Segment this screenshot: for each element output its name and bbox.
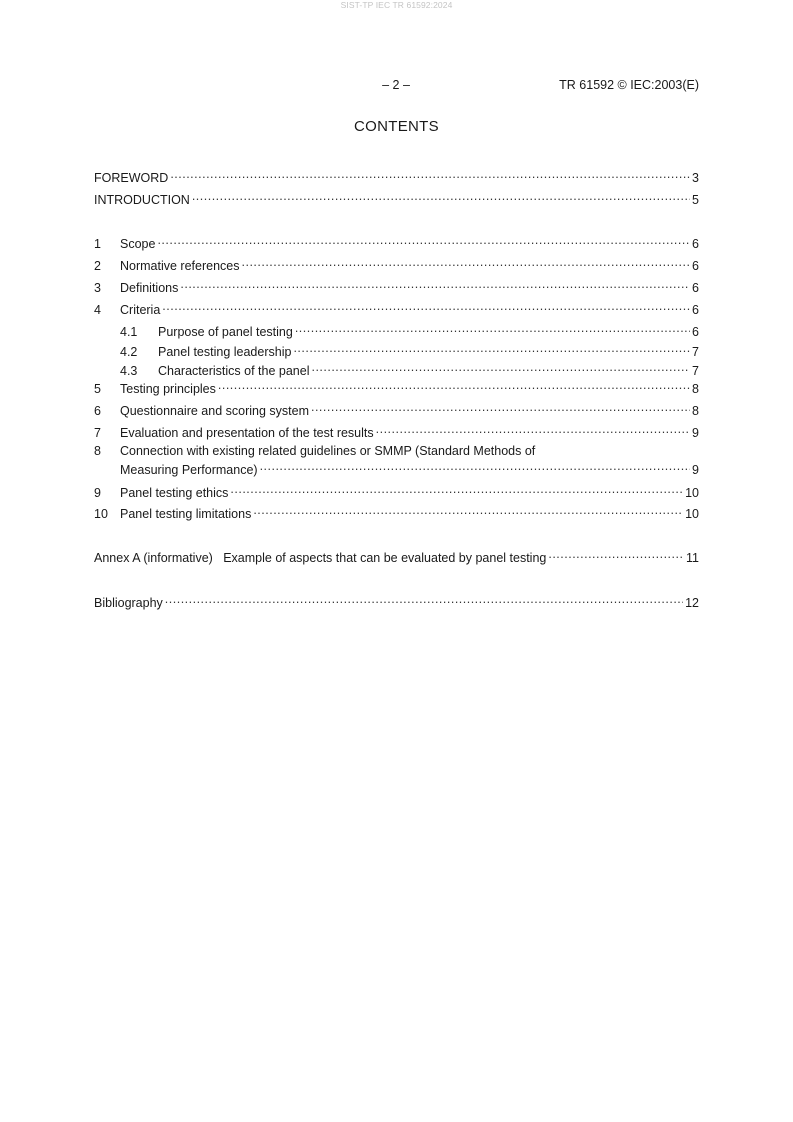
toc-entry-number: 4.3 xyxy=(120,364,138,378)
leader-dots xyxy=(218,377,690,393)
toc-entry-page: 7 xyxy=(692,364,699,378)
toc-entry-clause[interactable] xyxy=(94,298,699,317)
toc-entry-page: 6 xyxy=(692,281,699,295)
toc-entry-page: 6 xyxy=(692,259,699,273)
page-number: – 2 – xyxy=(382,78,410,92)
toc-entry-label: Panel testing leadership xyxy=(158,345,292,359)
toc-entry-page: 6 xyxy=(692,303,699,317)
toc-entry-page: 8 xyxy=(692,382,699,396)
page-title: CONTENTS xyxy=(354,118,439,135)
leader-dots xyxy=(548,546,684,562)
toc-entry-number: 3 xyxy=(94,281,101,295)
toc-entry-number: 1 xyxy=(94,237,101,251)
toc-entry-label: Evaluation and presentation of the test results xyxy=(120,426,374,440)
leader-dots xyxy=(165,591,683,607)
leader-dots xyxy=(295,320,690,336)
toc-entry-label: Panel testing limitations xyxy=(120,507,252,521)
toc-entry-introduction[interactable] xyxy=(94,188,699,207)
toc-entry-page: 6 xyxy=(692,237,699,251)
toc-entry-label: Bibliography xyxy=(94,596,163,610)
leader-dots xyxy=(157,232,690,248)
toc-entry-label: Purpose of panel testing xyxy=(158,325,293,339)
leader-dots xyxy=(170,166,690,182)
toc-entry-page: 11 xyxy=(686,551,699,565)
toc-entry-label: Characteristics of the panel xyxy=(158,364,310,378)
toc-entry-clause-multiline[interactable] xyxy=(94,443,699,459)
toc-entry-subclause[interactable] xyxy=(94,340,699,359)
toc-entry-label: Normative references xyxy=(120,259,240,273)
toc-entry-number: 4.2 xyxy=(120,345,138,359)
toc-entry-page: 7 xyxy=(692,345,699,359)
toc-entry-annex-a[interactable] xyxy=(94,546,699,565)
leader-dots xyxy=(293,340,690,356)
toc-entry-page: 12 xyxy=(685,596,699,610)
toc-entry-number: 4.1 xyxy=(120,325,138,339)
toc-entry-number: 8 xyxy=(94,444,101,458)
toc-entry-label: Questionnaire and scoring system xyxy=(120,404,309,418)
leader-dots xyxy=(180,276,690,292)
toc-entry-page: 9 xyxy=(692,463,699,477)
leader-dots xyxy=(311,399,690,415)
toc-entry-bibliography[interactable] xyxy=(94,591,699,610)
toc-entry-number: 7 xyxy=(94,426,101,440)
toc-entry-label: Criteria xyxy=(120,303,161,317)
toc-entry-number: 9 xyxy=(94,486,101,500)
toc-entry-number: 4 xyxy=(94,303,101,317)
toc-entry-clause[interactable] xyxy=(94,399,699,418)
toc-entry-label: Connection with existing related guidelines or SMMP (Standard Methods of xyxy=(120,444,536,458)
toc-entry-clause[interactable] xyxy=(94,502,699,521)
toc-entry-clause[interactable] xyxy=(94,421,699,440)
toc-entry-clause[interactable] xyxy=(94,481,699,500)
toc-entry-label: Testing principles xyxy=(120,382,216,396)
leader-dots xyxy=(192,188,690,204)
toc-entry-number: 6 xyxy=(94,404,101,418)
leader-dots xyxy=(311,359,690,375)
toc-entry-page: 5 xyxy=(692,193,699,207)
toc-entry-page: 6 xyxy=(692,325,699,339)
leader-dots xyxy=(376,421,690,437)
watermark: SIST-TP IEC TR 61592:2024 xyxy=(340,0,453,10)
toc-entry-label: Panel testing ethics xyxy=(120,486,229,500)
toc-entry-label: Scope xyxy=(120,237,156,251)
toc-entry-number: 10 xyxy=(94,507,108,521)
leader-dots xyxy=(260,458,690,474)
toc-entry-page: 8 xyxy=(692,404,699,418)
toc-entry-clause[interactable] xyxy=(94,276,699,295)
toc-entry-clause[interactable] xyxy=(94,254,699,273)
toc-entry-subclause[interactable] xyxy=(94,320,699,339)
toc-entry-page: 9 xyxy=(692,426,699,440)
toc-entry-page: 10 xyxy=(685,507,699,521)
leader-dots xyxy=(242,254,691,270)
toc-entry-continuation[interactable] xyxy=(120,458,699,477)
toc-entry-subclause[interactable] xyxy=(94,359,699,378)
toc-entry-label: Definitions xyxy=(120,281,179,295)
leader-dots xyxy=(230,481,683,497)
toc-entry-label-continued: Measuring Performance) xyxy=(120,463,258,477)
leader-dots xyxy=(162,298,690,314)
toc-entry-page: 10 xyxy=(685,486,699,500)
document-reference: TR 61592 © IEC:2003(E) xyxy=(559,78,699,92)
toc-entry-clause[interactable] xyxy=(94,377,699,396)
toc-entry-page: 3 xyxy=(692,171,699,185)
toc-entry-foreword[interactable] xyxy=(94,166,699,185)
leader-dots xyxy=(253,502,683,518)
toc-entry-clause[interactable] xyxy=(94,232,699,251)
toc-entry-label: Annex A (informative) Example of aspects that can be evaluated by panel testing xyxy=(94,551,547,565)
toc-entry-label: INTRODUCTION xyxy=(94,193,190,207)
toc-entry-number: 5 xyxy=(94,382,101,396)
toc-entry-number: 2 xyxy=(94,259,101,273)
toc-entry-label: FOREWORD xyxy=(94,171,169,185)
